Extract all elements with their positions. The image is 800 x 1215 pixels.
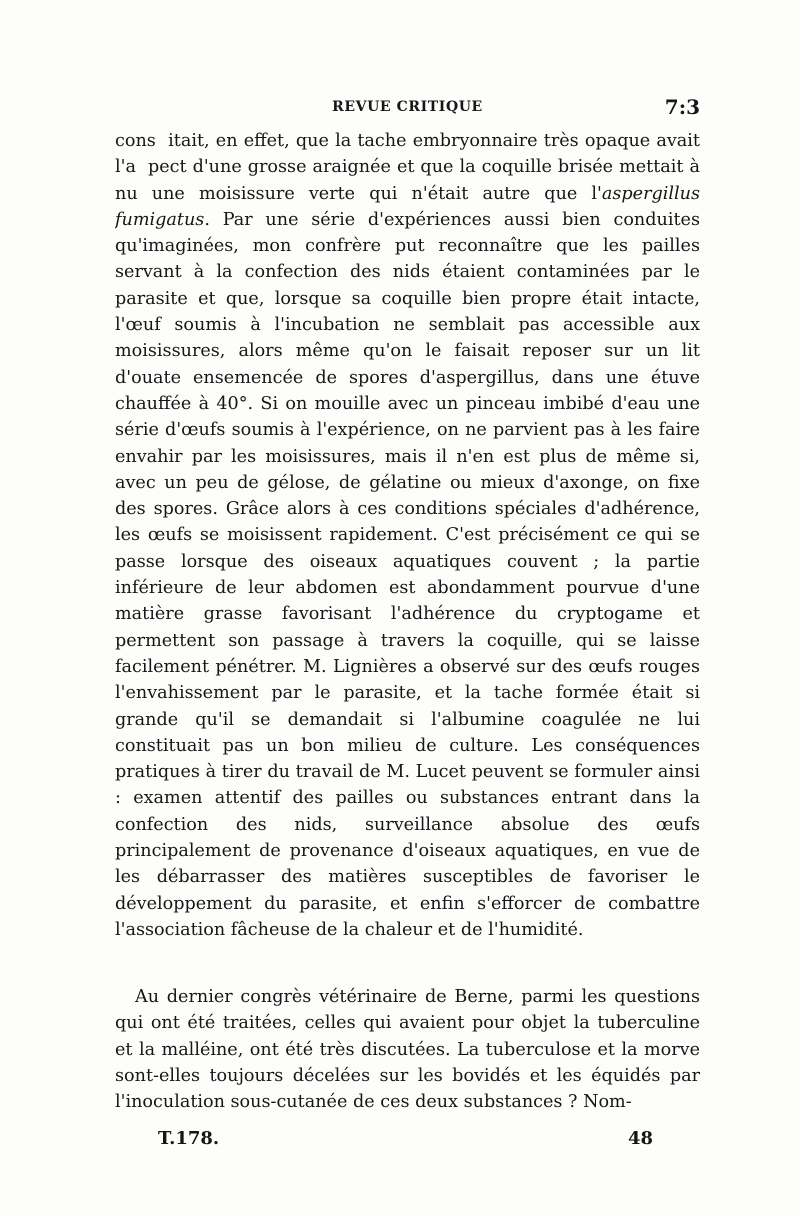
page-footer (158, 1128, 653, 1152)
text-segment: Au dernier congrès vétérinaire de Berne, parmi les questions qui ont été traitées, celles qui avaient pour objet la tuberculine et la malléine, ont été très discutées. La tuberculose et la morve sont-elles toujours décelées sur les bovidés et les équidés par l'inoculation sous-cutanée de ces deux substances ? Nom- (115, 987, 700, 1113)
text-segment: cons itait, en effet, que la tache embryonnaire très opaque avait l'a pect d'une grosse araignée et que la coquille brisée mettait à nu une moisissure verte qui n'était autre que l' (115, 131, 700, 204)
page-number: 7:3 (664, 95, 700, 119)
printer-signature: T.178. (158, 1128, 220, 1149)
body-text (115, 128, 700, 1115)
sheet-number: 48 (627, 1128, 653, 1149)
paragraph (115, 984, 700, 1115)
text-segment: . Par une série d'expériences aussi bien conduites qu'imaginées, mon confrère put reconnaître que les pailles servant à la confection des nids étaient contaminées par le parasite et que, lorsque sa coquille bien propre était intacte, l'œuf soumis à l'incubation ne semblait pas accessible aux moisissures, alors même qu'on le faisait reposer sur un lit d'ouate ensemencée de spores d'aspergillus, dans une étuve chauffée à 40°. Si on mouille avec un pinceau imbibé d'eau une série d'œufs soumis à l'expérience, on ne parvient pas à les faire envahir par les moisissures, mais il n'en est plus de même si, avec un peu de gélose, de gélatine ou mieux d'axonge, on fixe des spores. Grâce alors à ces conditions spéciales d'adhérence, les œufs se moisissent rapidement. C'est précisément ce qui se passe lorsque des oiseaux aquatiques couvent ; la partie inférieure de leur abdomen est abondamment pourvue d'une matière grasse favorisant l'adhérence du cryptogame et permettent son passage à travers la coquille, qui se laisse facilement pénétrer. M. Lignières a observé sur des œufs rouges l'envahissement par le parasite, et la tache formée était si grande qu'il se demandait si l'albumine coagulée ne lui constituait pas un bon milieu de culture. Les conséquences pratiques à tirer du travail de M. Lucet peuvent se formuler ainsi : examen attentif des pailles ou substances entrant dans la confection des nids, surveillance absolue des œufs principalement de provenance d'oiseaux aquatiques, en vue de les débarrasser des matières susceptibles de favoriser le développement du parasite, et enfin s'efforcer de combattre l'association fâcheuse de la chaleur et de l'humidité. (115, 209, 700, 940)
running-head (115, 95, 700, 121)
paragraph (115, 128, 700, 963)
running-title: REVUE CRITIQUE (332, 99, 483, 115)
italic-term: aspergillus fumigatus (115, 183, 700, 230)
